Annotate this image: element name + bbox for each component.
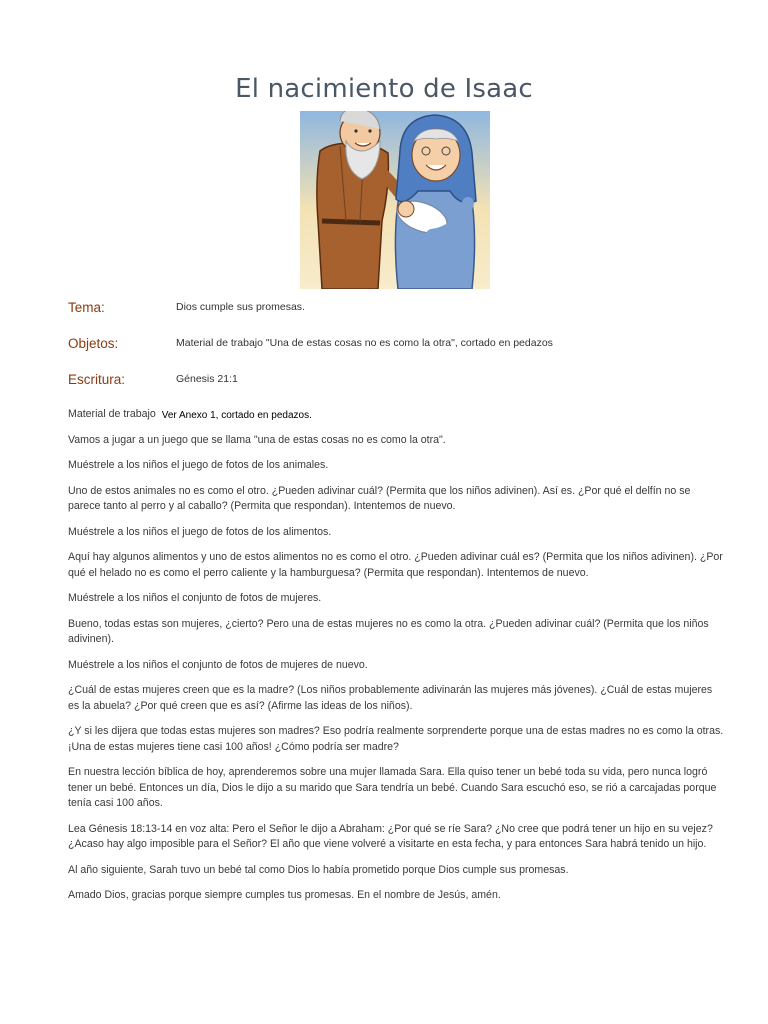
material-label: Material de trabajo [68, 408, 156, 420]
lesson-body [68, 407, 724, 914]
paragraph: Muéstrele a los niños el juego de fotos de los alimentos. [68, 525, 332, 538]
paragraph: Amado Dios, gracias porque siempre cumples tus promesas. En el nombre de Jesús, amén. [68, 889, 501, 901]
paragraph: Uno de estos animales no es como el otro. ¿Pueden adivinar cuál? (Permita que los niños adivinen). Así es. ¿Por qué el delfín no se parece tanto al perro y al caballo? (Permita que respondan). Intentemos de nuevo. [68, 484, 691, 512]
material-line [68, 407, 724, 423]
paragraph: Muéstrele a los niños el conjunto de fotos de mujeres. [68, 592, 322, 604]
escritura-value: Génesis 21:1 [176, 373, 238, 385]
paragraph: Bueno, todas estas son mujeres, ¿cierto? Pero una de estas mujeres no es como la otra. ¿Pueden adivinar cuál? (Permita que los niños adivinen). [68, 617, 709, 645]
escritura-label: Escritura: [68, 372, 126, 387]
paragraph: Lea Génesis 18:13-14 en voz alta: Pero el Señor le dijo a Abraham: ¿Por qué se ríe Sara? ¿No cree que podrá tener un hijo en su vejez? ¿Acaso hay algo imposible para el Señor? El año que viene volveré a visitarte en esta fecha, y para entonces Sara habrá tenido un hijo. [68, 822, 713, 850]
paragraph: ¿Cuál de estas mujeres creen que es la madre? (Los niños probablemente adivinarán las mujeres más jóvenes). ¿Cuál de estas mujeres es la abuela? ¿Por qué creen que es así? (Afirme las ideas de los niños). [68, 684, 713, 712]
paragraph: Muéstrele a los niños el conjunto de fotos de mujeres de nuevo. [68, 658, 368, 671]
page-title: El nacimiento de Isaac [235, 74, 533, 104]
tema-label: Tema: [68, 300, 105, 315]
abraham-sarah-illustration [300, 111, 490, 289]
paragraph: Vamos a jugar a un juego que se llama "una de estas cosas no es como la otra". [68, 433, 446, 446]
annex-note: Ver Anexo 1, cortado en pedazos. [161, 410, 312, 421]
objetos-value: Material de trabajo "Una de estas cosas no es como la otra", cortado en pedazos [176, 337, 553, 349]
paragraph: Muéstrele a los niños el juego de fotos de los animales. [68, 459, 329, 471]
paragraph: ¿Y si les dijera que todas estas mujeres son madres? Eso podría realmente sorprenderte porque una de estas madres no es como la otras. ¡Una de estas mujeres tiene casi 100 años! ¿Cómo podría ser madre? [68, 725, 724, 753]
paragraph: Aquí hay algunos alimentos y uno de estos alimentos no es como el otro. ¿Pueden adivinar cuál es? (Permita que los niños adivinen). ¿Por qué el helado no es como el perro caliente y la hamburguesa? (Permita que respondan). Intentemos de nuevo. [68, 551, 723, 579]
tema-value: Dios cumple sus promesas. [176, 301, 305, 313]
paragraph: Al año siguiente, Sarah tuvo un bebé tal como Dios lo había prometido porque Dios cumple sus promesas. [68, 863, 569, 876]
objetos-label: Objetos: [68, 336, 119, 351]
paragraph: En nuestra lección bíblica de hoy, aprenderemos sobre una mujer llamada Sara. Ella quiso tener un bebé toda su vida, pero nunca logró tener un bebé. Entonces un día, Dios le dijo a su marido que Sara tendría un bebé. Cuando Sara escuchó eso, se rió a carcajadas porque tenía casi 100 años. [68, 766, 717, 809]
